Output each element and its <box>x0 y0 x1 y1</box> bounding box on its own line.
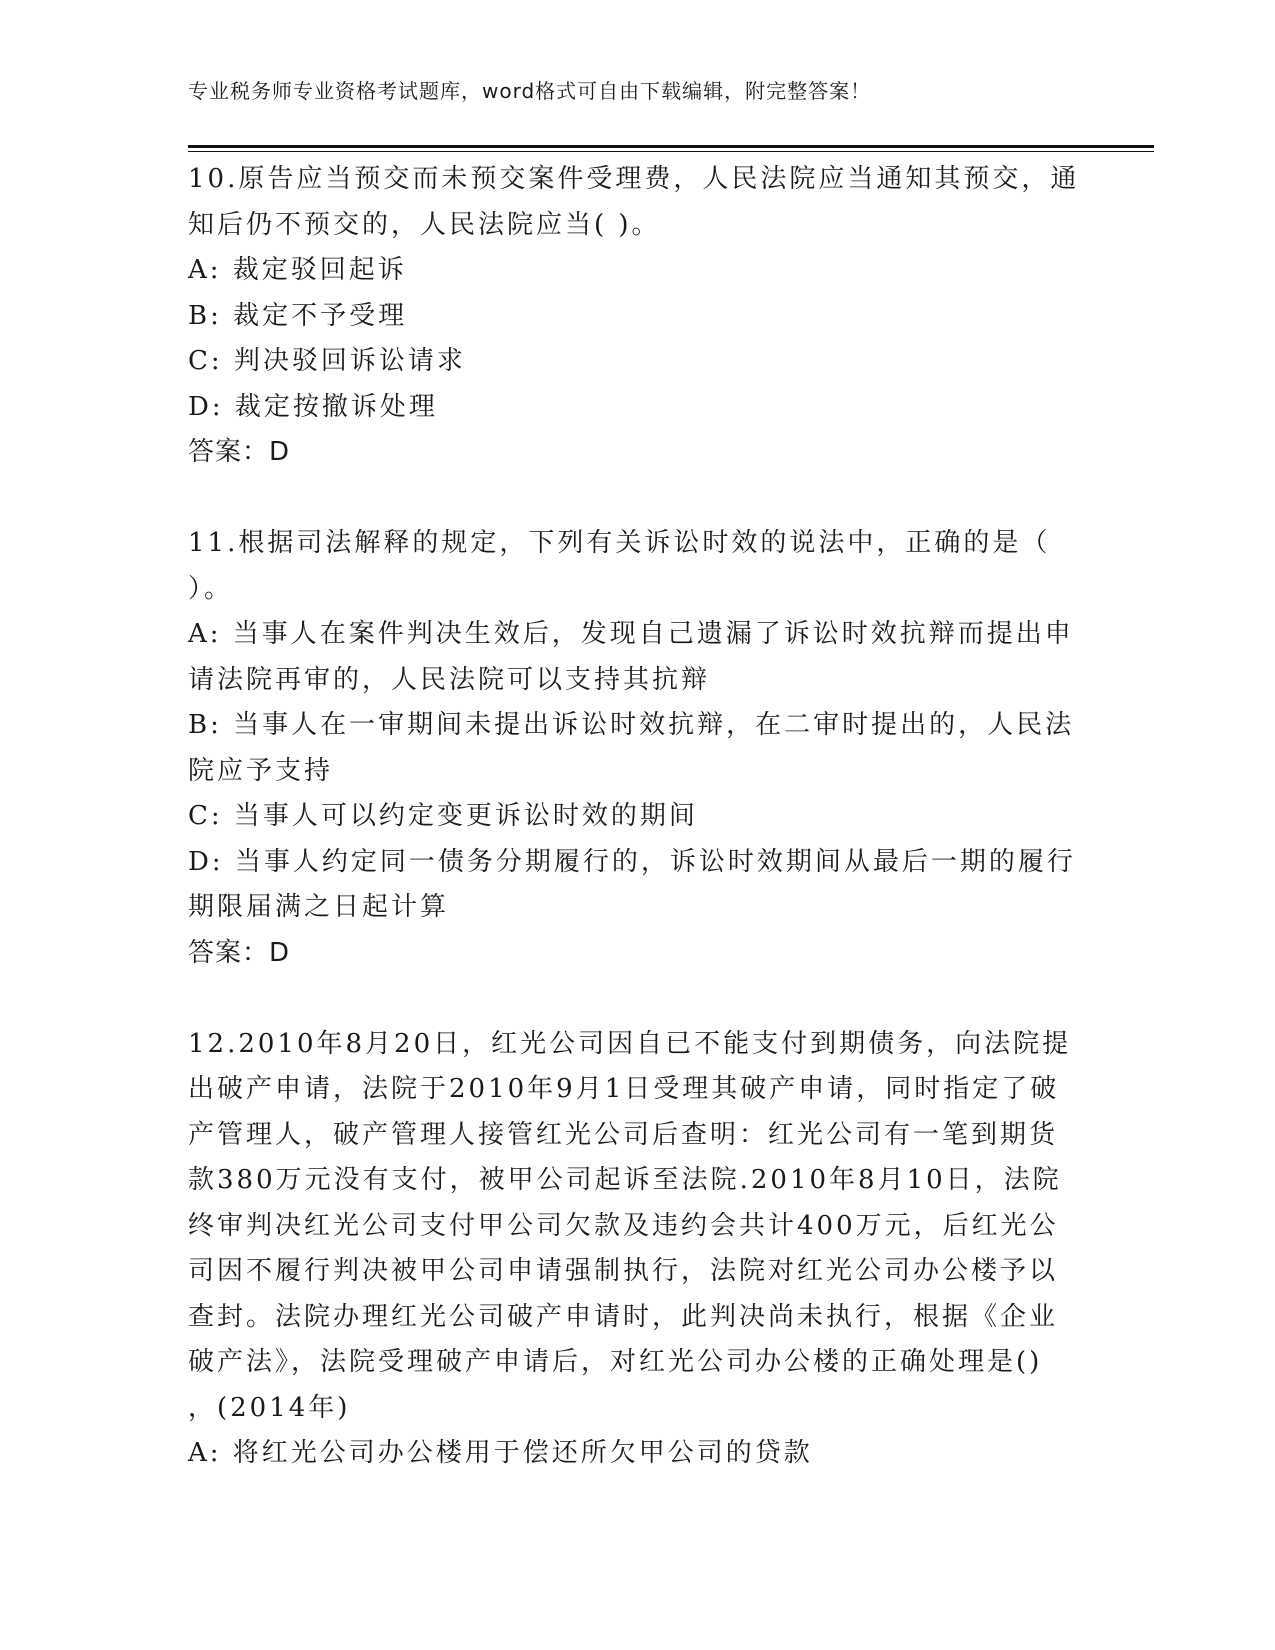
question-11 <box>188 521 1088 976</box>
question-stem-line: 出破产申请，法院于2010年9月1日受理其破产申请，同时指定了破 <box>188 1074 1060 1104</box>
question-stem-line: 10.原告应当预交而未预交案件受理费，人民法院应当通知其预交，通 <box>188 164 1080 194</box>
question-stem-line: 破产法》，法院受理破产申请后，对红光公司办公楼的正确处理是() <box>188 1347 1043 1377</box>
spacer <box>188 976 1088 1022</box>
option-a-continued: 请法院再审的，人民法院可以支持其抗辩 <box>188 664 711 695</box>
question-stem-line: ，(2014年) <box>188 1392 351 1423</box>
question-12 <box>188 1022 1088 1477</box>
option-c: C: 当事人可以约定变更诉讼时效的期间 <box>188 801 698 831</box>
questions-content <box>188 157 1088 1477</box>
answer-line: 答案：D <box>188 437 291 467</box>
option-a: A: 当事人在案件判决生效后，发现自己遗漏了诉讼时效抗辩而提出申 <box>188 619 1074 649</box>
question-stem-line: 司因不履行判决被甲公司申请强制执行，法院对红光公司办公楼予以 <box>188 1256 1059 1286</box>
question-stem-line: ）。 <box>188 573 234 604</box>
question-10 <box>188 157 1088 476</box>
spacer <box>188 476 1088 522</box>
header-rule-thick <box>188 145 1154 148</box>
option-b-continued: 院应予支持 <box>188 755 334 786</box>
question-stem-line: 查封。法院办理红光公司破产申请时，此判决尚未执行，根据《企业 <box>188 1301 1059 1332</box>
question-stem-line: 11.根据司法解释的规定，下列有关诉讼时效的说法中，正确的是（ <box>188 528 1051 558</box>
answer-line: 答案：D <box>188 937 291 968</box>
question-stem-line: 产管理人，破产管理人接管红光公司后查明：红光公司有一笔到期货 <box>188 1119 1059 1150</box>
question-stem-line: 知后仍不预交的，人民法院应当( )。 <box>188 209 661 240</box>
option-b: B: 当事人在一审期间未提出诉讼时效抗辩，在二审时提出的，人民法 <box>188 710 1075 740</box>
question-stem-line: 终审判决红光公司支付甲公司欠款及违约会共计400万元，后红光公 <box>188 1210 1059 1241</box>
header-rule-thin <box>188 151 1154 152</box>
option-a: A: 裁定驳回起诉 <box>188 255 407 285</box>
option-d: D: 裁定按撤诉处理 <box>188 391 438 422</box>
option-d: D: 当事人约定同一债务分期履行的，诉讼时效期间从最后一期的履行 <box>188 846 1076 877</box>
question-stem-line: 款380万元没有支付，被甲公司起诉至法院.2010年8月10日，法院 <box>188 1165 1062 1195</box>
page-header: 专业税务师专业资格考试题库，word格式可自由下载编辑，附完整答案！ <box>188 79 872 103</box>
option-a: A: 将红光公司办公楼用于偿还所欠甲公司的贷款 <box>188 1438 813 1468</box>
question-stem-line: 12.2010年8月20日，红光公司因自已不能支付到期债务，向法院提 <box>188 1028 1072 1059</box>
option-d-continued: 期限届满之日起计算 <box>188 892 450 922</box>
option-b: B: 裁定不予受理 <box>188 300 408 331</box>
option-c: C: 判决驳回诉讼请求 <box>188 346 466 376</box>
